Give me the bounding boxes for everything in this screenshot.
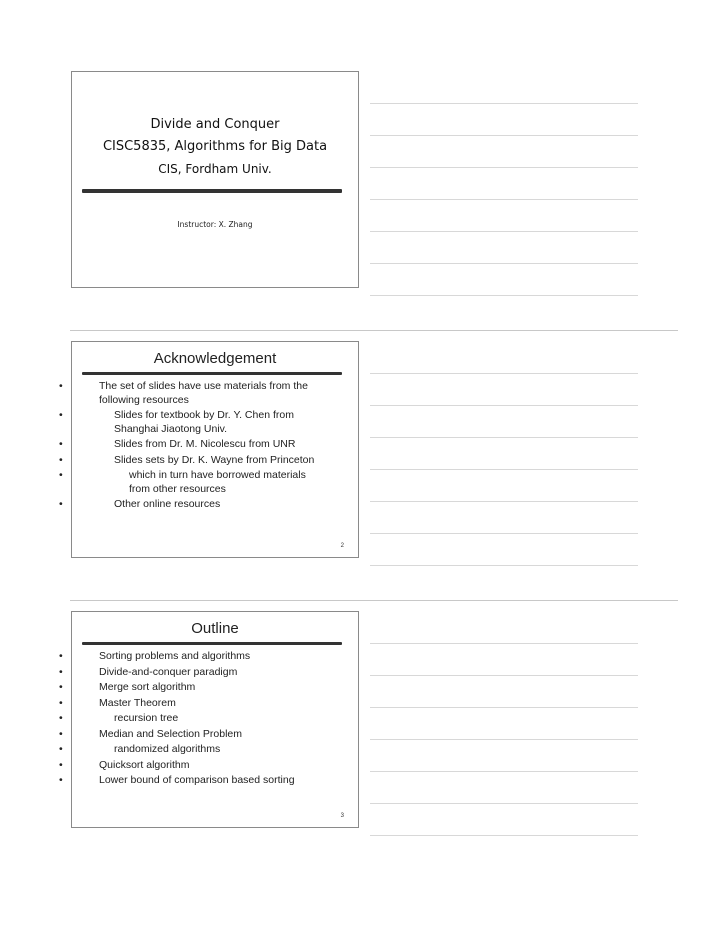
note-line [370,533,638,534]
bullet-text-continued: following resources [99,393,189,406]
bullet-text: Divide-and-conquer paradigm [99,665,238,678]
note-line [370,231,638,232]
bullet-dot: • [59,774,63,786]
instructor-label: Instructor: X. Zhang [177,220,253,229]
bullet-text: which in turn have borrowed materials [129,469,306,481]
bullet-dot: • [59,712,63,724]
bullet-text: Quicksort algorithm [99,758,190,771]
page-number: 2 [340,543,344,549]
bullet-dot: • [59,743,63,755]
bullet-text: Slides for textbook by Dr. Y. Chen from [114,409,294,421]
bullet-text: Median and Selection Problem [99,727,243,740]
note-line [370,565,638,566]
bullet-item [59,727,348,742]
page-separator [70,600,678,601]
bullet-text: randomized algorithms [114,743,221,755]
bullet-dot: • [59,438,63,450]
bullet-item [59,469,348,496]
slide-title-line-2: CISC5835, Algorithms for Big Data [102,139,328,154]
page-number: 3 [340,813,344,819]
note-line [370,103,638,104]
note-line [370,675,638,676]
note-line [370,135,638,136]
bullet-text: Sorting problems and algorithms [99,650,251,662]
note-line [370,469,638,470]
slide-2-acknowledgement [59,341,359,558]
note-line [370,643,638,644]
bullet-text: Other online resources [114,498,221,510]
slide-1-title [71,71,359,288]
bullet-text: Lower bound of comparison based sorting [99,774,295,786]
bullet-text: recursion tree [114,712,179,724]
note-line [370,835,638,836]
bullet-dot: • [59,453,63,466]
bullet-item [59,774,348,788]
note-line [370,295,638,296]
note-line [370,501,638,502]
bullet-dot: • [59,665,63,678]
bullet-item [59,696,348,711]
bullet-text-continued: from other resources [129,482,226,495]
note-line [370,167,638,168]
bullet-text: Merge sort algorithm [99,681,196,693]
bullet-item [59,453,348,468]
bullet-dot: • [59,409,63,421]
bullet-dot: • [59,380,63,392]
note-line [370,803,638,804]
heading-divider [82,642,342,645]
bullet-item [59,498,348,512]
bullet-dot: • [59,469,63,481]
slide-heading: Acknowledgement [153,350,277,367]
slide-heading: Outline [191,620,239,637]
bullet-dot: • [59,681,63,693]
note-line [370,405,638,406]
bullet-dot: • [59,650,63,662]
slide-3-outline [59,611,359,828]
page-separator [70,330,678,331]
note-line [370,437,638,438]
bullet-item [59,665,348,680]
note-line [370,263,638,264]
bullet-item [59,380,348,407]
bullet-item [59,743,348,757]
bullet-text-continued: Shanghai Jiaotong Univ. [114,422,228,435]
bullet-item [59,650,348,664]
bullet-dot: • [59,727,63,740]
bullet-text: The set of slides have use materials from the [99,380,308,392]
bullet-item [59,758,348,773]
slide-title-line-3: CIS, Fordham Univ. [158,162,272,176]
bullet-item [59,409,348,436]
note-line [370,707,638,708]
bullet-item [59,681,348,695]
bullet-list [59,380,348,514]
bullet-text: Slides from Dr. M. Nicolescu from UNR [114,438,296,450]
bullet-dot: • [59,696,63,709]
slide-title-line-1: Divide and Conquer [150,117,280,132]
note-line [370,739,638,740]
note-line [370,199,638,200]
bullet-text: Master Theorem [99,696,176,709]
note-line [370,373,638,374]
bullet-dot: • [59,758,63,771]
bullet-item [59,438,348,452]
bullet-item [59,712,348,726]
note-line [370,771,638,772]
bullet-text: Slides sets by Dr. K. Wayne from Princeton [114,453,315,466]
title-divider [82,189,342,193]
bullet-dot: • [59,498,63,510]
bullet-list [59,650,348,790]
heading-divider [82,372,342,375]
